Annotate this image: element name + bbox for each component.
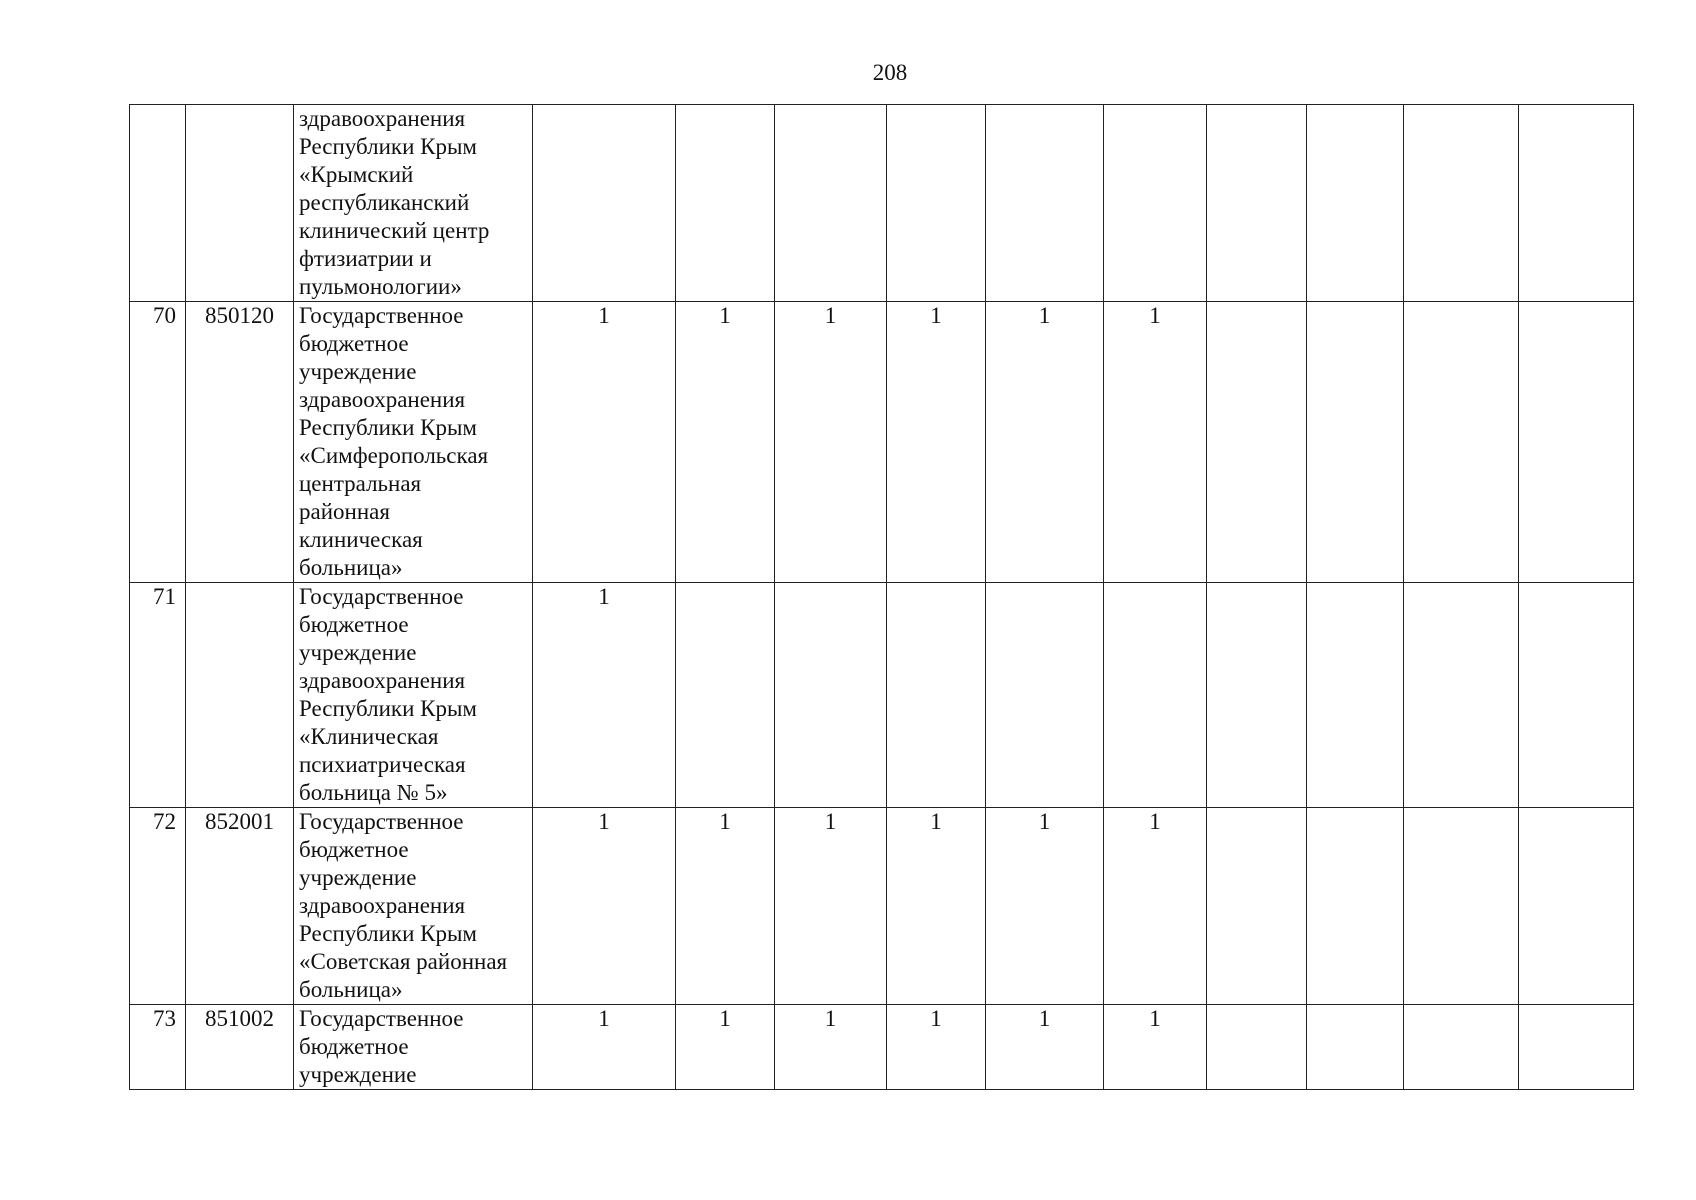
value-cell: [986, 105, 1104, 302]
value-cell: [1104, 583, 1207, 808]
row-number-cell: 71: [130, 583, 186, 808]
institution-name-line: учреждение: [299, 1062, 417, 1087]
institution-name-line: учреждение: [299, 865, 417, 890]
institution-name-line: психиатрическая: [299, 752, 466, 777]
row-number-cell: 70: [130, 302, 186, 583]
table-row: [130, 105, 1634, 302]
institution-name-line: учреждение: [299, 640, 417, 665]
institution-code-cell: [186, 105, 294, 302]
value-cell: [676, 105, 775, 302]
page-number: 208: [872, 60, 908, 85]
value-cell: 1: [676, 302, 775, 583]
value-cell: 1: [887, 1005, 986, 1090]
value-cell: [1207, 808, 1307, 1005]
institution-name-line: здравоохранения: [299, 893, 466, 918]
value-cell: [1207, 105, 1307, 302]
institution-name-line: больница № 5»: [299, 780, 448, 805]
institution-name-line: бюджетное: [299, 331, 409, 356]
institution-name-cell: [294, 808, 533, 1005]
data-table: [129, 104, 1634, 1090]
institution-name-cell: [294, 105, 533, 302]
value-cell: [1404, 808, 1519, 1005]
value-cell: [1307, 583, 1404, 808]
value-cell: [1519, 583, 1634, 808]
table-row: [130, 1005, 1634, 1090]
institution-name-line: больница»: [299, 555, 403, 580]
institution-name-line: учреждение: [299, 359, 417, 384]
value-cell: [1404, 583, 1519, 808]
institution-name-line: Республики Крым: [299, 921, 477, 946]
institution-name-line: Государственное: [299, 303, 464, 328]
institution-name-line: Государственное: [299, 584, 464, 609]
value-cell: 1: [1104, 302, 1207, 583]
institution-name-cell: [294, 302, 533, 583]
institution-name-line: Государственное: [299, 809, 464, 834]
table-row: [130, 583, 1634, 808]
value-cell: [1207, 1005, 1307, 1090]
value-cell: [1307, 105, 1404, 302]
institution-name-line: бюджетное: [299, 837, 409, 862]
institution-name-cell: [294, 1005, 533, 1090]
institution-name-cell: [294, 583, 533, 808]
value-cell: 1: [986, 1005, 1104, 1090]
row-number-cell: 73: [130, 1005, 186, 1090]
value-cell: 1: [986, 302, 1104, 583]
value-cell: [1404, 105, 1519, 302]
value-cell: 1: [775, 1005, 887, 1090]
institution-name-line: районная: [299, 499, 390, 524]
value-cell: [775, 583, 887, 808]
value-cell: 1: [986, 808, 1104, 1005]
institution-name-line: центральная: [299, 471, 422, 496]
institution-name-line: фтизиатрии и: [299, 246, 432, 271]
value-cell: 1: [533, 302, 676, 583]
value-cell: [775, 105, 887, 302]
institution-name-line: «Крымский: [299, 162, 414, 187]
value-cell: 1: [676, 1005, 775, 1090]
value-cell: [986, 583, 1104, 808]
row-number-cell: [130, 105, 186, 302]
value-cell: [887, 583, 986, 808]
value-cell: 1: [1104, 808, 1207, 1005]
institution-name-line: клинический центр: [299, 218, 490, 243]
value-cell: [1519, 302, 1634, 583]
value-cell: 1: [676, 808, 775, 1005]
institution-name-line: бюджетное: [299, 1034, 409, 1059]
institution-name-line: Республики Крым: [299, 415, 477, 440]
institution-code-cell: 852001: [186, 808, 294, 1005]
value-cell: [1307, 808, 1404, 1005]
table-row: [130, 302, 1634, 583]
institution-name-line: республиканский: [299, 190, 470, 215]
institution-code-cell: [186, 583, 294, 808]
value-cell: [1207, 583, 1307, 808]
value-cell: [1519, 105, 1634, 302]
institution-name-line: здравоохранения: [299, 668, 466, 693]
institution-name-line: Государственное: [299, 1006, 464, 1031]
value-cell: [1404, 1005, 1519, 1090]
institution-name-line: «Советская районная: [299, 949, 508, 974]
value-cell: 1: [775, 302, 887, 583]
institution-name-line: Республики Крым: [299, 696, 477, 721]
value-cell: [1307, 302, 1404, 583]
institution-name-line: клиническая: [299, 527, 423, 552]
institution-name-line: здравоохранения: [299, 387, 466, 412]
institution-name-line: больница»: [299, 977, 403, 1002]
row-number-cell: 72: [130, 808, 186, 1005]
institution-name-line: здравоохранения: [299, 106, 466, 131]
value-cell: [533, 105, 676, 302]
institution-name-line: «Симферопольская: [299, 443, 489, 468]
value-cell: [1207, 302, 1307, 583]
value-cell: 1: [887, 808, 986, 1005]
value-cell: [1519, 808, 1634, 1005]
table-row: [130, 808, 1634, 1005]
value-cell: 1: [533, 1005, 676, 1090]
institution-name-line: пульмонологии»: [299, 274, 462, 299]
institution-name-line: бюджетное: [299, 612, 409, 637]
value-cell: 1: [775, 808, 887, 1005]
value-cell: [1104, 105, 1207, 302]
value-cell: 1: [887, 302, 986, 583]
value-cell: [1307, 1005, 1404, 1090]
value-cell: 1: [533, 808, 676, 1005]
institution-name-line: «Клиническая: [299, 724, 439, 749]
value-cell: [676, 583, 775, 808]
value-cell: 1: [533, 583, 676, 808]
value-cell: [1404, 302, 1519, 583]
institution-name-line: Республики Крым: [299, 134, 477, 159]
value-cell: [1519, 1005, 1634, 1090]
institution-code-cell: 851002: [186, 1005, 294, 1090]
institution-code-cell: 850120: [186, 302, 294, 583]
value-cell: 1: [1104, 1005, 1207, 1090]
value-cell: [887, 105, 986, 302]
